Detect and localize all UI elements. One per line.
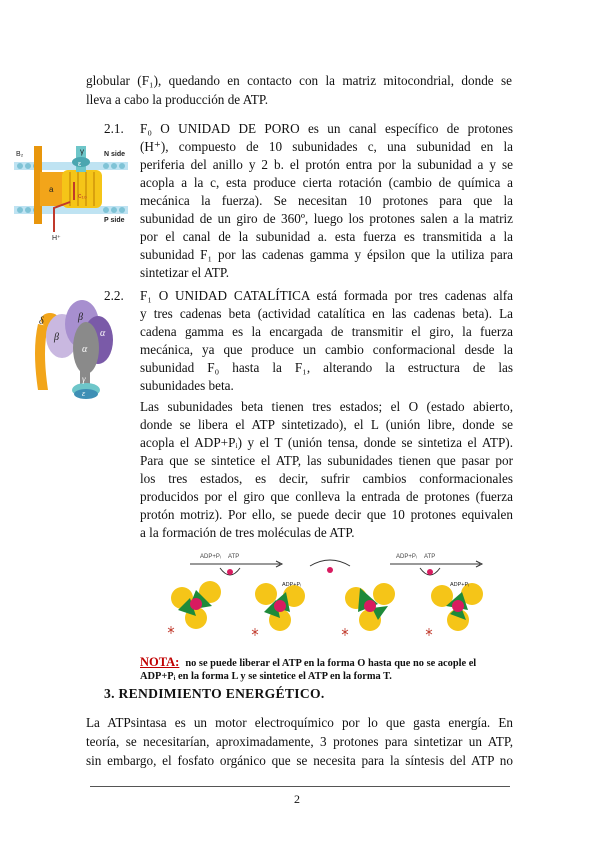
section-2-2-line: subunidad F₀ hasta la F₁, alterando la estructura de las xyxy=(140,360,513,375)
cycle-label: ADP+Pᵢ xyxy=(396,554,417,560)
cycle-state-3 xyxy=(345,583,395,631)
label-epsilon: ε xyxy=(78,161,82,168)
membrane-top xyxy=(14,162,128,170)
label-c10: c₁₀ xyxy=(78,193,87,200)
note-text-1: no se puede liberar el ATP en la forma O hasta que no se acople el xyxy=(185,658,477,669)
label-beta-left: β xyxy=(54,332,59,343)
section-2-1-line: por el canal de la subunidad a. esta fuerza es transmitida a la xyxy=(140,229,513,244)
section-2-2-paragraph2-line: los tres estados, es decir, sufrir cambios conformacionales xyxy=(140,471,513,486)
section-2-2-line: subunidades beta. xyxy=(140,378,234,393)
section-2-2-line: y tres cadenas beta (actividad catalítica en las cadenas beta). La xyxy=(140,306,513,321)
section-2-1-line: subunidad F₁ por las cadenas gamma y épsilon que la utiliza para xyxy=(140,247,513,262)
label-delta: δ xyxy=(39,316,44,327)
cycle-state-4 xyxy=(431,583,483,631)
atp-cycle-figure xyxy=(160,548,510,648)
section-2-1-line: mecánica la fuerza). Se necesitan 10 protones para que la xyxy=(140,193,513,208)
label-p-side: P side xyxy=(104,217,125,224)
section-2-1-line: F₀ O UNIDAD DE PORO es un canal específico de protones xyxy=(140,121,513,136)
section-2-1-line: subunidad de un giro de 360º, luego los protones salen a la matriz xyxy=(140,211,513,226)
note-label: NOTA: xyxy=(140,655,180,669)
section-2-1-line: acopla a la c, esta produce cierta rotación (cambio de química a xyxy=(140,175,513,190)
cycle-label: ATP xyxy=(424,554,436,560)
section-3-line: La ATPsintasa es un motor electroquímico por lo que gasta energía. En xyxy=(86,715,513,730)
cycle-state-label: ADP+Pᵢ xyxy=(450,582,470,588)
label-b2: B₂ xyxy=(16,151,24,158)
cycle-label: ADP+Pᵢ xyxy=(200,554,221,560)
section-2-2-paragraph2-line: donde se libera el ATP sintetizado), el L (unión libre, donde se xyxy=(140,417,513,432)
label-gamma: γ xyxy=(82,374,86,384)
section-3-heading: 3. RENDIMIENTO ENERGÉTICO. xyxy=(104,686,325,701)
label-a: a xyxy=(49,185,54,194)
section-3-line: teoría, se necesitarían, aproximadamente, 3 protones para sintetizar un ATP, xyxy=(86,734,513,749)
cycle-state-2 xyxy=(255,583,305,631)
intro-line-2: lleva a cabo la producción de ATP. xyxy=(86,92,269,107)
section-2-2-line: mecánica, ya que produce un cambio conformacional desde la xyxy=(140,342,513,357)
f1-catalytic-figure xyxy=(30,290,130,408)
label-alpha-right: α xyxy=(100,328,106,339)
page-number: 2 xyxy=(294,792,300,806)
section-2-2-paragraph2-line: producidos por el giro que conlleva la entrada de protones (fuerza xyxy=(140,489,513,504)
section-3-line: sin embargo, el fosfato orgánico que se necesita para la síntesis del ATP no xyxy=(86,753,513,768)
section-2-1-number: 2.1. xyxy=(104,121,124,136)
label-beta-top: β xyxy=(78,312,83,323)
section-2-2-paragraph2-line: Para que se sintetice el ATP, las subunidades tienen que pasar por xyxy=(140,453,513,468)
label-n-side: N side xyxy=(104,151,126,158)
label-h: H⁺ xyxy=(52,235,61,242)
label-gamma: γ xyxy=(80,147,84,156)
section-2-2-number: 2.2. xyxy=(104,288,124,303)
f0-pore-figure xyxy=(14,142,128,242)
cycle-state-label: ADP+Pᵢ xyxy=(282,582,302,588)
intro-line-1: globular (F₁), quedando en contacto con la matriz mitocondrial, donde se xyxy=(86,73,512,88)
section-2-1-line: (H⁺), compuesto de 10 subunidades c, una subunidad en la xyxy=(140,139,513,154)
label-alpha-center: α xyxy=(82,344,88,355)
section-2-1-line: sintetizar el ATP. xyxy=(140,265,229,280)
cycle-label: ATP xyxy=(228,554,240,560)
footer-rule xyxy=(90,786,510,787)
section-2-2-line: F₁ O UNIDAD CATALÍTICA está formada por tres cadenas alfa xyxy=(140,288,513,303)
section-2-1-line: periferia del anillo y 2 b. el protón entra por la subunidad a y se xyxy=(140,157,513,172)
note-line-2: ADP+Pᵢ en la forma L y se sintetice el ATP en la forma T. xyxy=(140,671,392,682)
section-2-2-paragraph2-line: protón motriz). Por ello, se puede decir que 10 protones equivalen xyxy=(140,507,513,522)
label-epsilon: ε xyxy=(82,389,86,398)
section-2-2-paragraph2-line: Las subunidades beta tienen tres estados; el O (estado abierto, xyxy=(140,399,513,414)
note-line-1 xyxy=(140,655,476,671)
section-2-2-paragraph2-line: acopla el ADP+Pᵢ) y el T (unión tensa, donde se sintetiza el ATP). xyxy=(140,435,513,450)
cycle-state-1 xyxy=(171,581,221,629)
section-2-2-paragraph2-line: a la formación de tres moléculas de ATP. xyxy=(140,525,355,540)
section-2-2-line: cadena gamma es la encargada de transmitir el giro, la fuerza xyxy=(140,324,513,339)
peripheral-stalk xyxy=(35,324,48,390)
